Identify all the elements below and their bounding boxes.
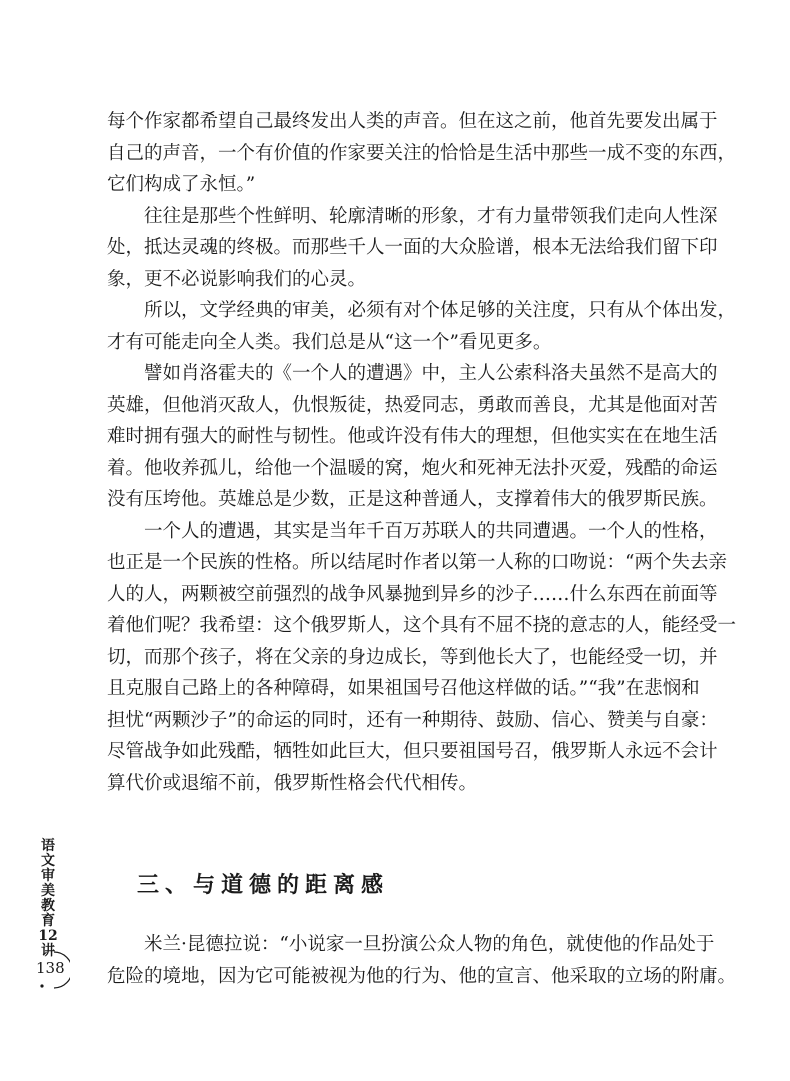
text-line: 自己的声音，一个有价值的作家要关注的恰恰是生活中那些一成不变的东西， [107,142,737,164]
page-number: 138 [36,959,65,977]
text-line: 担忧“两颗沙子”的命运的同时，还有一种期待、鼓励、信心、赞美与自豪： [107,709,718,731]
text-line: 所以，文学经典的审美，必须有对个体足够的关注度，只有从个体出发， [144,300,737,321]
text-line: 且克服自己路上的各种障碍，如果祖国号召他这样做的话。”“我”在悲悯和 [107,678,700,699]
text-line: 人的人，两颗被空前强烈的战争风暴抛到异乡的沙子……什么东西在前面等 [107,583,718,605]
paragraph [107,201,718,296]
body-text [107,106,737,799]
text-line: 英雄，但他消灭敌人，仇恨叛徒，热爱同志，勇敢而善良，尤其是他面对苦 [107,394,718,416]
paragraph [107,358,718,516]
text-line: 着他们呢？我希望：这个俄罗斯人，这个具有不屈不挠的意志的人，能经受一 [107,615,737,636]
text-line: 切，而那个孩子，将在父亲的身边成长，等到他长大了，也能经受一切，并 [107,646,718,668]
section-heading: 三、与道德的距离感 [137,873,390,898]
paragraph [107,295,737,358]
text-line: 米兰·昆德拉说：“小说家一旦扮演公众人物的角色，就使他的作品处于 [144,934,715,955]
text-line: 危险的境地，因为它可能被视为他的行为、他的宣言、他采取的立场的附庸。 [107,965,737,987]
text-line: 尽管战争如此残酷，牺牲如此巨大，但只要祖国号召，俄罗斯人永远不会计 [107,741,718,762]
text-line: 难时拥有强大的耐性与韧性。他或许没有伟大的理想，但他实实在在地生活 [107,426,718,447]
text-line: 它们构成了永恒。” [107,174,256,195]
text-line: 没有压垮他。英雄总是少数，正是这种普通人，支撑着伟大的俄罗斯民族。 [107,489,718,510]
text-line: 处，抵达灵魂的终极。而那些千人一面的大众脸谱，根本无法给我们留下印 [107,237,718,258]
text-line: 譬如肖洛霍夫的《一个人的遭遇》中，主人公索科洛夫虽然不是高大的 [144,363,718,384]
paragraph [107,106,737,201]
paragraph [107,516,737,800]
text-line: 也正是一个民族的性格。所以结尾时作者以第一人称的口吻说：“两个失去亲 [107,552,727,573]
page-number-block [30,950,70,990]
text-line: 才有可能走向全人类。我们总是从“这一个”看见更多。 [107,331,552,353]
text-line: 一个人的遭遇，其实是当年千百万苏联人的共同遭遇。一个人的性格， [144,520,718,542]
text-line: 每个作家都希望自己最终发出人类的声音。但在这之前，他首先要发出属于 [107,111,718,132]
running-book-title: 语文审美教育12讲 [38,838,58,959]
text-line: 着。他收养孤儿，给他一个温暖的窝，炮火和死神无法扑灭爱，残酷的命运 [107,457,718,479]
text-line: 算代价或退缩不前，俄罗斯性格会代代相传。 [107,772,478,794]
text-line: 往往是那些个性鲜明、轮廓清晰的形象，才有力量带领我们走向人性深 [144,205,718,227]
section-body [107,929,737,992]
text-line: 象，更不必说影响我们的心灵。 [107,268,367,290]
